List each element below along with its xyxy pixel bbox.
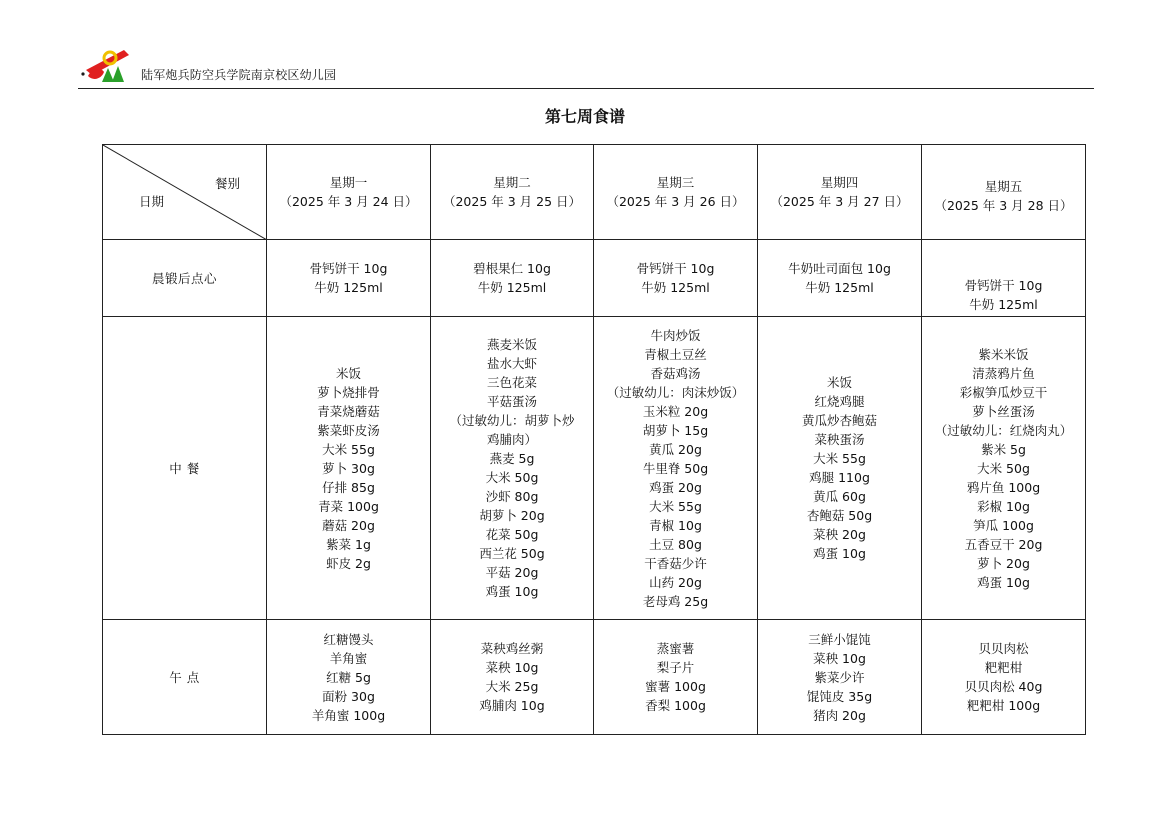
menu-item: （过敏幼儿：红烧肉丸） <box>934 422 1073 438</box>
menu-item: 牛肉炒饭 <box>650 327 701 343</box>
menu-item: 黄瓜 20g <box>649 441 702 457</box>
menu-item: 鸡蛋 10g <box>485 584 539 599</box>
menu-item: 三色花菜 <box>486 375 537 390</box>
day-header-mon <box>267 145 431 240</box>
menu-item: 蒸蜜薯 <box>656 641 695 656</box>
menu-item: 萝卜 20g <box>977 555 1030 571</box>
menu-cell <box>431 240 594 317</box>
page-title: 第七周食谱 <box>544 107 625 126</box>
day-header-wed <box>594 145 758 240</box>
menu-item: 燕麦米饭 <box>486 337 537 352</box>
menu-item: 鸡蛋 20g <box>649 479 702 495</box>
menu-item: 蘑菇 20g <box>322 517 375 533</box>
day-name: 星期四 <box>820 175 859 190</box>
menu-item: 鸡脯肉） <box>486 432 537 447</box>
menu-item: 胡萝卜 20g <box>479 508 545 523</box>
menu-cell <box>922 240 1086 317</box>
menu-item: 紫菜虾皮汤 <box>317 422 380 438</box>
menu-item: 牛奶吐司面包 10g <box>788 261 891 276</box>
menu-item: 馄饨皮 35g <box>806 688 873 704</box>
menu-cell <box>594 620 758 735</box>
menu-item: 干香菇少许 <box>644 555 707 571</box>
menu-item: 牛里脊 50g <box>642 460 709 476</box>
menu-item: 骨钙饼干 10g <box>964 278 1043 293</box>
menu-item: 鸡蛋 10g <box>813 546 866 561</box>
menu-item: 猪肉 20g <box>813 707 866 723</box>
menu-item: 胡萝卜 15g <box>642 422 709 438</box>
row-afternoon-snack <box>103 620 1086 735</box>
menu-item: 贝贝肉松 40g <box>964 679 1043 694</box>
menu-item: 菜秧蛋汤 <box>814 432 865 447</box>
menu-item: 黄瓜 60g <box>813 489 866 504</box>
menu-cell <box>758 317 922 620</box>
kindergarten-logo-icon <box>80 42 132 84</box>
row-label: 午 点 <box>103 620 267 735</box>
menu-item: 三鲜小馄饨 <box>808 631 871 647</box>
menu-item: 沙虾 80g <box>485 489 539 504</box>
table-header-row <box>103 145 1086 240</box>
date-label: 日期 <box>139 194 165 209</box>
menu-item: 老母鸡 25g <box>642 593 709 609</box>
menu-item: 蜜薯 100g <box>645 679 706 694</box>
menu-cell <box>922 620 1086 735</box>
menu-item: 贝贝肉松 <box>978 641 1029 656</box>
menu-item: 山药 20g <box>649 574 702 590</box>
menu-item: 红糖馒头 <box>323 631 374 647</box>
menu-cell <box>758 240 922 317</box>
menu-item: 红糖 5g <box>326 669 371 685</box>
menu-item: 米饭 <box>335 365 361 381</box>
menu-item: 鸡脯肉 10g <box>479 698 545 713</box>
menu-item: 牛奶 125ml <box>805 280 874 295</box>
menu-cell <box>594 317 758 620</box>
menu-item: 紫米 5g <box>981 441 1026 457</box>
menu-item: 紫米米饭 <box>978 346 1029 362</box>
menu-item: 牛奶 125ml <box>641 280 710 295</box>
menu-item: 青菜 100g <box>318 498 379 514</box>
organization-name: 陆军炮兵防空兵学院南京校区幼儿园 <box>141 68 337 82</box>
menu-cell <box>267 240 431 317</box>
diagonal-line <box>103 145 267 240</box>
menu-item: 羊角蜜 100g <box>311 707 386 723</box>
menu-cell <box>267 620 431 735</box>
row-lunch <box>103 317 1086 620</box>
menu-item: 香梨 100g <box>645 698 706 713</box>
menu-cell <box>594 240 758 317</box>
menu-item: 五香豆干 20g <box>964 536 1043 552</box>
menu-item: 菜秧 20g <box>813 527 866 542</box>
menu-item: 青椒土豆丝 <box>644 346 707 362</box>
menu-cell <box>267 317 431 620</box>
menu-item: 粑粑柑 <box>984 660 1023 675</box>
menu-item: 萝卜丝蛋汤 <box>972 403 1035 419</box>
menu-item: （过敏幼儿：肉沫炒饭） <box>606 384 745 400</box>
menu-item: 玉米粒 20g <box>642 403 709 419</box>
menu-item: 牛奶 125ml <box>477 280 547 295</box>
menu-item: 菜秧 10g <box>485 660 539 675</box>
menu-cell <box>922 317 1086 620</box>
day-name: 星期一 <box>329 175 368 190</box>
day-date: （2025 年 3 月 24 日） <box>279 194 418 209</box>
menu-item: 彩椒 10g <box>977 498 1030 514</box>
day-header-thu <box>758 145 922 240</box>
day-header-fri <box>922 145 1086 240</box>
menu-item: 西兰花 50g <box>479 546 545 561</box>
menu-item: 大米 50g <box>977 460 1030 476</box>
menu-item: （过敏幼儿：胡萝卜炒 <box>449 413 575 428</box>
menu-cell <box>758 620 922 735</box>
menu-item: 米饭 <box>826 375 852 390</box>
menu-item: 彩椒笋瓜炒豆干 <box>959 384 1048 400</box>
menu-item: 杏鲍菇 50g <box>806 508 873 523</box>
corner-cell <box>103 145 267 240</box>
menu-item: 牛奶 125ml <box>314 280 383 295</box>
menu-item: 土豆 80g <box>649 536 702 552</box>
menu-item: 大米 55g <box>649 498 702 514</box>
menu-item: 碧根果仁 10g <box>473 261 551 276</box>
row-label: 中 餐 <box>103 317 267 620</box>
day-date: （2025 年 3 月 28 日） <box>934 198 1073 213</box>
day-name: 星期五 <box>984 179 1023 194</box>
menu-item: 萝卜烧排骨 <box>317 384 380 400</box>
menu-item: 平菇蛋汤 <box>486 394 537 409</box>
menu-item: 大米 55g <box>813 451 866 466</box>
day-header-tue <box>431 145 594 240</box>
row-label: 晨锻后点心 <box>103 240 267 317</box>
menu-item: 萝卜 30g <box>322 460 375 476</box>
menu-item: 黄瓜炒杏鲍菇 <box>801 413 877 428</box>
menu-item: 大米 55g <box>322 441 375 457</box>
menu-item: 仔排 85g <box>322 479 375 495</box>
weekly-menu-table <box>102 144 1086 735</box>
menu-item: 燕麦 5g <box>489 451 535 466</box>
menu-item: 菜秧鸡丝粥 <box>480 641 544 656</box>
meal-type-label: 餐别 <box>214 176 240 191</box>
menu-item: 鸦片鱼 100g <box>966 479 1041 495</box>
menu-item: 牛奶 125ml <box>969 297 1038 312</box>
menu-item: 盐水大虾 <box>486 356 537 371</box>
menu-item: 鸡蛋 10g <box>977 574 1030 590</box>
menu-item: 紫菜 1g <box>326 536 371 552</box>
menu-item: 清蒸鸦片鱼 <box>972 365 1035 381</box>
menu-item: 大米 50g <box>485 470 539 485</box>
menu-item: 梨子片 <box>656 660 695 675</box>
menu-item: 青菜烧蘑菇 <box>317 403 380 419</box>
menu-cell <box>431 317 594 620</box>
menu-item: 笋瓜 100g <box>973 517 1034 533</box>
menu-item: 紫菜少许 <box>814 669 865 685</box>
day-date: （2025 年 3 月 26 日） <box>606 194 745 209</box>
page-header <box>78 40 1094 89</box>
menu-item: 羊角蜜 <box>329 650 368 666</box>
menu-item: 菜秧 10g <box>813 650 866 666</box>
menu-item: 面粉 30g <box>322 688 375 704</box>
day-date: （2025 年 3 月 25 日） <box>442 194 582 209</box>
menu-cell <box>431 620 594 735</box>
menu-item: 虾皮 2g <box>326 555 371 571</box>
menu-item: 平菇 20g <box>485 565 539 580</box>
menu-item: 粑粑柑 100g <box>966 698 1041 713</box>
row-morning-snack <box>103 240 1086 317</box>
day-name: 星期三 <box>656 175 695 190</box>
menu-item: 骨钙饼干 10g <box>636 261 715 276</box>
day-date: （2025 年 3 月 27 日） <box>770 194 909 209</box>
menu-item: 鸡腿 110g <box>809 470 870 485</box>
day-name: 星期二 <box>493 175 531 190</box>
menu-item: 骨钙饼干 10g <box>309 261 388 276</box>
menu-item: 大米 25g <box>485 679 539 694</box>
menu-item: 香菇鸡汤 <box>650 365 701 381</box>
menu-item: 青椒 10g <box>649 517 702 533</box>
menu-item: 红烧鸡腿 <box>814 394 865 409</box>
menu-item: 花菜 50g <box>485 527 539 542</box>
